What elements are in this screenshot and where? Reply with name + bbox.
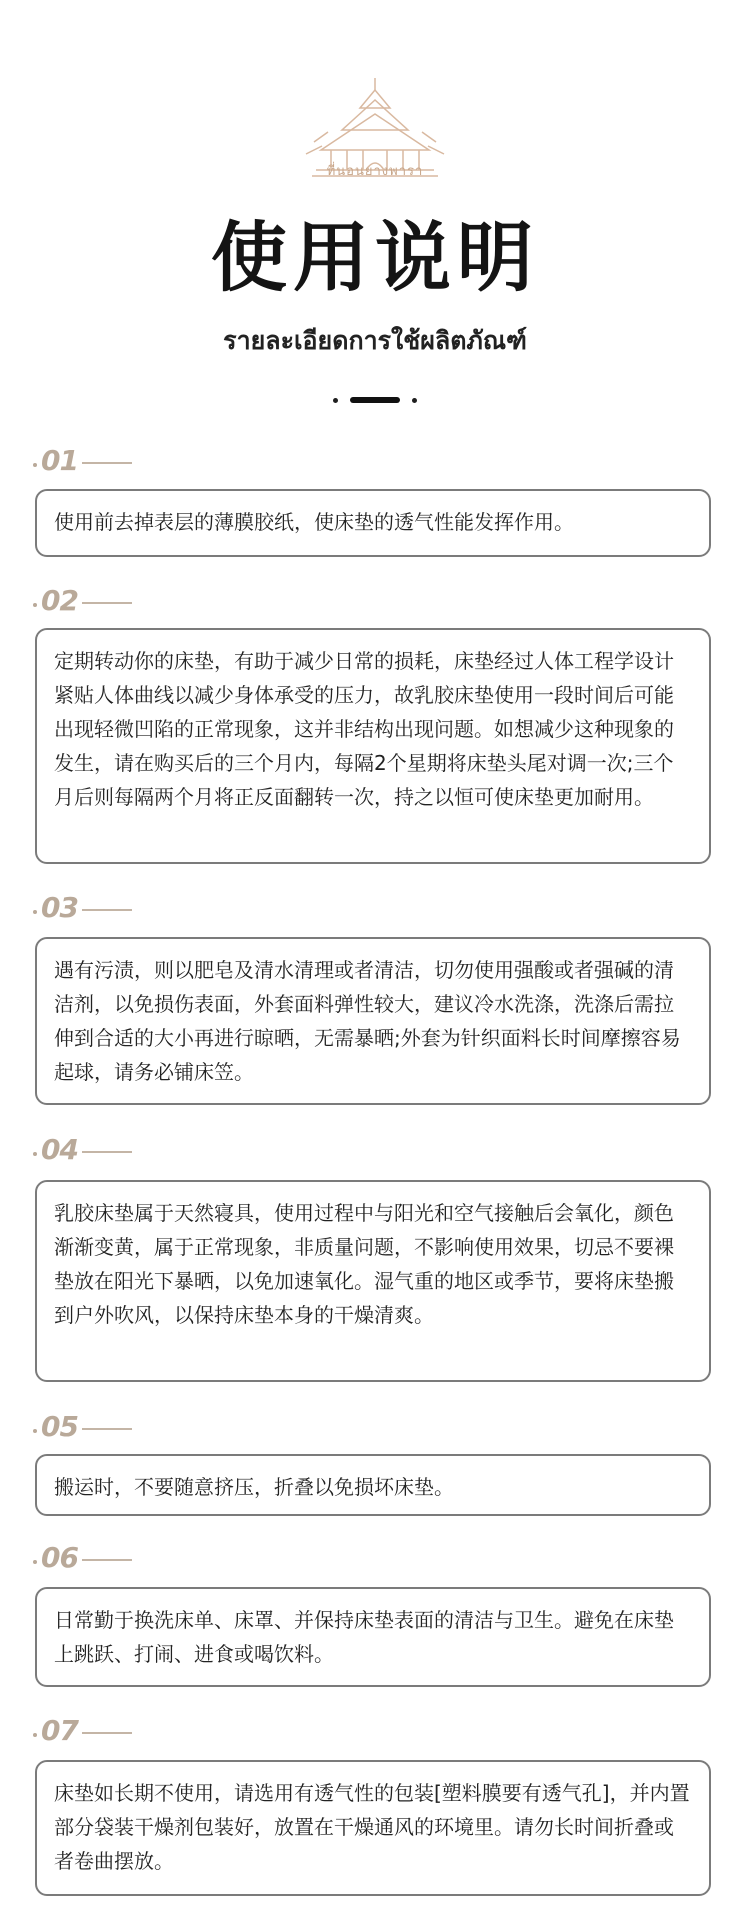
step-bullet-dot [33, 1733, 37, 1737]
step-label-05 [33, 1412, 132, 1442]
step-label-02 [33, 586, 132, 616]
step-text: 定期转动你的床垫，有助于减少日常的损耗，床垫经过人体工程学设计紧贴人体曲线以减少身体承受的压力，故乳胶床垫使用一段时间后可能出现轻微凹陷的正常现象，这并非结构出现问题。如想减少这种现象的发生，请在购买后的三个月内，每隔2个星期将床垫头尾对调一次;三个月后则每隔两个月将正反面翻转一次，持之以恒可使床垫更加耐用。 [54, 649, 674, 809]
step-text: 搬运时，不要随意挤压，折叠以免损坏床垫。 [54, 1475, 454, 1499]
step-bullet-dot [33, 1560, 37, 1564]
step-card-07 [35, 1760, 711, 1896]
step-bullet-dot [33, 1429, 37, 1433]
step-bullet-dot [33, 910, 37, 914]
step-card-06 [35, 1587, 711, 1687]
step-rule [82, 1151, 132, 1153]
step-text: 使用前去掉表层的薄膜胶纸，使床垫的透气性能发挥作用。 [54, 510, 574, 534]
step-label-01 [33, 446, 132, 476]
step-bullet-dot [33, 1152, 37, 1156]
step-number: 07 [41, 1714, 78, 1747]
step-number: 04 [41, 1133, 78, 1166]
step-card-01 [35, 489, 711, 557]
brand-thai-name: ที่นอนยางพารา [326, 164, 424, 179]
step-number: 02 [41, 584, 78, 617]
step-text: 遇有污渍，则以肥皂及清水清理或者清洁，切勿使用强酸或者强碱的清洁剂，以免损伤表面，外套面料弹性较大，建议冷水洗涤，洗涤后需拉伸到合适的大小再进行晾晒，无需暴晒;外套为针织面料长时间摩擦容易起球，请务必铺床笠。 [54, 958, 681, 1084]
title-divider [333, 396, 417, 406]
step-rule [82, 462, 132, 464]
step-card-03 [35, 937, 711, 1105]
step-number: 06 [41, 1541, 78, 1574]
step-number: 01 [41, 444, 78, 477]
step-rule [82, 1428, 132, 1430]
step-rule [82, 1559, 132, 1561]
step-card-04 [35, 1180, 711, 1382]
step-number: 05 [41, 1410, 78, 1443]
step-rule [82, 909, 132, 911]
divider-dot-left [333, 398, 338, 403]
step-bullet-dot [33, 463, 37, 467]
step-bullet-dot [33, 603, 37, 607]
step-rule [82, 1732, 132, 1734]
step-label-06 [33, 1543, 132, 1573]
divider-dot-right [412, 398, 417, 403]
step-text: 日常勤于换洗床单、床罩、并保持床垫表面的清洁与卫生。避免在床垫上跳跃、打闹、进食或喝饮料。 [54, 1608, 674, 1666]
step-rule [82, 602, 132, 604]
step-number: 03 [41, 891, 78, 924]
page-subtitle: รายละเอียดการใช้ผลิตภัณฑ์ [223, 326, 527, 355]
page-title: 使用说明 [211, 213, 539, 302]
step-card-02 [35, 628, 711, 864]
step-card-05 [35, 1454, 711, 1516]
step-text: 乳胶床垫属于天然寝具，使用过程中与阳光和空气接触后会氧化，颜色渐渐变黄，属于正常现象，非质量问题，不影响使用效果，切忌不要裸垫放在阳光下暴晒，以免加速氧化。湿气重的地区或季节，要将床垫搬到户外吹风，以保持床垫本身的干燥清爽。 [54, 1201, 674, 1327]
step-label-04 [33, 1135, 132, 1165]
step-text: 床垫如长期不使用，请选用有透气性的包装[塑料膜要有透气孔]，并内置部分袋装干燥剂包装好，放置在干燥通风的环境里。请勿长时间折叠或者卷曲摆放。 [54, 1781, 690, 1873]
step-label-07 [33, 1716, 132, 1746]
step-label-03 [33, 893, 132, 923]
divider-bar [350, 397, 400, 403]
